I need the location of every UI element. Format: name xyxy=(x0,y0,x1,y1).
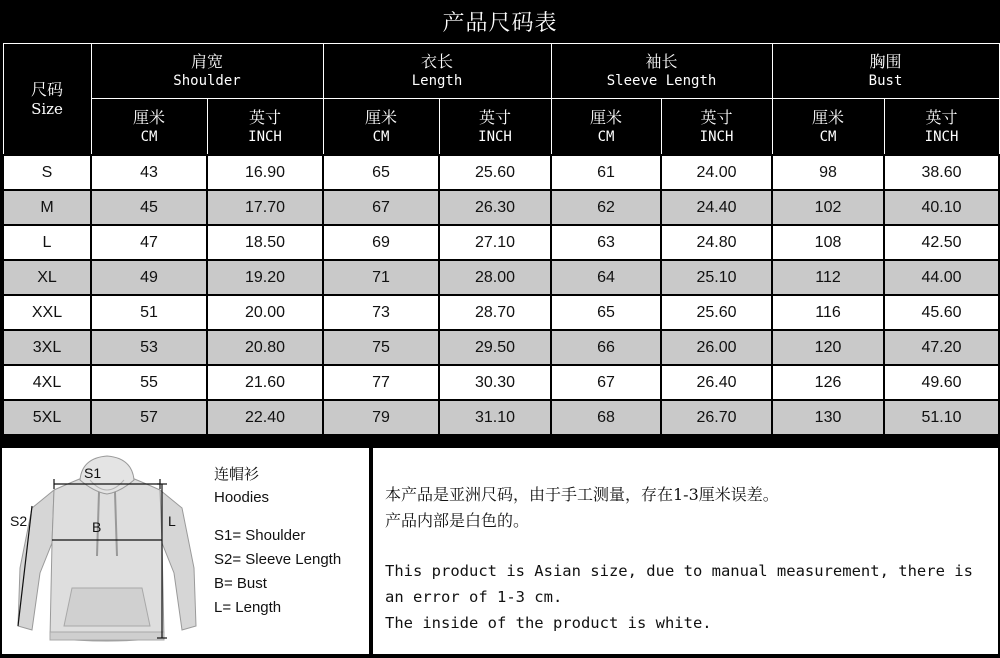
value-cell: 69 xyxy=(323,225,439,260)
measure-header-bust xyxy=(772,44,999,99)
unit-en: CM xyxy=(140,128,158,145)
table-row xyxy=(3,330,999,365)
size-cell: 3XL xyxy=(3,330,91,365)
unit-zh: 厘米 xyxy=(132,107,165,127)
value-cell: 49.60 xyxy=(884,365,999,400)
value-cell: 98 xyxy=(772,155,884,190)
value-cell: 68 xyxy=(551,400,661,435)
size-cell: M xyxy=(3,190,91,225)
value-cell: 61 xyxy=(551,155,661,190)
legend-item: B= Bust xyxy=(214,575,267,592)
value-cell: 44.00 xyxy=(884,260,999,295)
unit-zh: 厘米 xyxy=(364,107,397,127)
measure-en: Bust xyxy=(868,73,903,89)
note-en xyxy=(385,558,990,636)
label-s2: S2 xyxy=(10,513,28,529)
value-cell: 25.60 xyxy=(661,295,772,330)
table-row xyxy=(3,155,999,190)
value-cell: 24.00 xyxy=(661,155,772,190)
unit-en: INCH xyxy=(699,128,734,145)
value-cell: 25.60 xyxy=(439,155,551,190)
legend-title-en: Hoodies xyxy=(214,489,270,506)
measure-header-shoulder xyxy=(91,44,323,99)
hoodie-measurement-diagram xyxy=(2,448,212,654)
value-cell: 42.50 xyxy=(884,225,999,260)
value-cell: 63 xyxy=(551,225,661,260)
value-cell: 67 xyxy=(323,190,439,225)
table-row xyxy=(3,400,999,435)
unit-zh: 英寸 xyxy=(700,107,733,127)
measure-zh: 肩宽 xyxy=(190,52,223,71)
unit-zh: 厘米 xyxy=(590,107,623,127)
value-cell: 62 xyxy=(551,190,661,225)
value-cell: 28.70 xyxy=(439,295,551,330)
value-cell: 55 xyxy=(91,365,207,400)
table-row xyxy=(3,295,999,330)
value-cell: 27.10 xyxy=(439,225,551,260)
value-cell: 16.90 xyxy=(207,155,323,190)
value-cell: 130 xyxy=(772,400,884,435)
value-cell: 47 xyxy=(91,225,207,260)
value-cell: 19.20 xyxy=(207,260,323,295)
value-cell: 67 xyxy=(551,365,661,400)
value-cell: 40.10 xyxy=(884,190,999,225)
value-cell: 51 xyxy=(91,295,207,330)
unit-header-cell xyxy=(439,99,551,156)
unit-en: INCH xyxy=(924,128,959,145)
value-cell: 73 xyxy=(323,295,439,330)
unit-en: CM xyxy=(819,128,837,145)
size-table xyxy=(2,43,1000,436)
value-cell: 29.50 xyxy=(439,330,551,365)
size-cell: XL xyxy=(3,260,91,295)
value-cell: 102 xyxy=(772,190,884,225)
note-zh-line: 产品内部是白色的。 xyxy=(385,511,530,530)
value-cell: 79 xyxy=(323,400,439,435)
measure-header-sleeve-length xyxy=(551,44,772,99)
value-cell: 26.00 xyxy=(661,330,772,365)
measure-en: Sleeve Length xyxy=(606,73,717,89)
value-cell: 20.00 xyxy=(207,295,323,330)
measure-en: Length xyxy=(411,73,463,89)
value-cell: 71 xyxy=(323,260,439,295)
legend-item: L= Length xyxy=(214,599,282,616)
size-cell: 5XL xyxy=(3,400,91,435)
size-cell: L xyxy=(3,225,91,260)
unit-header-cell xyxy=(551,99,661,156)
size-cell: S xyxy=(3,155,91,190)
value-cell: 45.60 xyxy=(884,295,999,330)
value-cell: 47.20 xyxy=(884,330,999,365)
bottom-section xyxy=(2,448,998,654)
value-cell: 24.40 xyxy=(661,190,772,225)
note-en-line: The inside of the product is white. xyxy=(385,614,712,632)
size-cell: XXL xyxy=(3,295,91,330)
table-row xyxy=(3,190,999,225)
measure-zh: 胸围 xyxy=(869,52,902,71)
table-row xyxy=(3,260,999,295)
unit-zh: 英寸 xyxy=(925,107,958,127)
value-cell: 20.80 xyxy=(207,330,323,365)
unit-zh: 英寸 xyxy=(479,107,512,127)
unit-header-cell xyxy=(207,99,323,156)
value-cell: 77 xyxy=(323,365,439,400)
unit-header-cell xyxy=(323,99,439,156)
value-cell: 17.70 xyxy=(207,190,323,225)
product-note-panel xyxy=(373,448,998,654)
note-zh xyxy=(385,482,779,534)
measurement-legend xyxy=(214,462,341,620)
header-row-units xyxy=(3,99,999,156)
note-en-line: This product is Asian size, due to manual measurement, there is an error of 1-3 cm. xyxy=(385,562,973,606)
value-cell: 31.10 xyxy=(439,400,551,435)
value-cell: 30.30 xyxy=(439,365,551,400)
unit-en: CM xyxy=(372,128,390,145)
table-row xyxy=(3,365,999,400)
page-title: 产品尺码表 xyxy=(442,11,558,36)
value-cell: 24.80 xyxy=(661,225,772,260)
value-cell: 53 xyxy=(91,330,207,365)
label-b: B xyxy=(92,519,102,535)
value-cell: 18.50 xyxy=(207,225,323,260)
size-cell: 4XL xyxy=(3,365,91,400)
value-cell: 116 xyxy=(772,295,884,330)
value-cell: 45 xyxy=(91,190,207,225)
unit-en: INCH xyxy=(478,128,512,145)
legend-item: S1= Shoulder xyxy=(214,527,306,544)
value-cell: 26.70 xyxy=(661,400,772,435)
label-l: L xyxy=(168,513,176,529)
unit-zh: 英寸 xyxy=(248,107,281,127)
label-s1: S1 xyxy=(84,465,102,481)
note-zh-line: 本产品是亚洲尺码，由于手工测量，存在1-3厘米误差。 xyxy=(385,485,779,504)
value-cell: 49 xyxy=(91,260,207,295)
table-row xyxy=(3,225,999,260)
value-cell: 21.60 xyxy=(207,365,323,400)
value-cell: 25.10 xyxy=(661,260,772,295)
header-row-measures xyxy=(3,44,999,99)
hoodie-figure-panel xyxy=(2,448,369,654)
legend-title-zh: 连帽衫 xyxy=(214,465,260,483)
value-cell: 108 xyxy=(772,225,884,260)
value-cell: 120 xyxy=(772,330,884,365)
size-header-zh: 尺码 xyxy=(30,80,63,99)
unit-en: CM xyxy=(597,128,615,145)
value-cell: 75 xyxy=(323,330,439,365)
value-cell: 65 xyxy=(323,155,439,190)
value-cell: 51.10 xyxy=(884,400,999,435)
value-cell: 57 xyxy=(91,400,207,435)
measure-zh: 衣长 xyxy=(421,52,454,71)
size-header-cell xyxy=(3,44,91,156)
unit-header-cell xyxy=(772,99,884,156)
value-cell: 26.40 xyxy=(661,365,772,400)
value-cell: 126 xyxy=(772,365,884,400)
unit-en: INCH xyxy=(248,128,282,145)
value-cell: 38.60 xyxy=(884,155,999,190)
size-header-en: Size xyxy=(31,100,63,118)
value-cell: 66 xyxy=(551,330,661,365)
unit-zh: 厘米 xyxy=(812,107,845,127)
value-cell: 43 xyxy=(91,155,207,190)
value-cell: 26.30 xyxy=(439,190,551,225)
measure-en: Shoulder xyxy=(173,73,241,89)
unit-header-cell xyxy=(91,99,207,156)
unit-header-cell xyxy=(661,99,772,156)
value-cell: 64 xyxy=(551,260,661,295)
unit-header-cell xyxy=(884,99,999,156)
legend-item: S2= Sleeve Length xyxy=(214,551,342,568)
value-cell: 65 xyxy=(551,295,661,330)
value-cell: 112 xyxy=(772,260,884,295)
value-cell: 22.40 xyxy=(207,400,323,435)
measure-header-length xyxy=(323,44,551,99)
value-cell: 28.00 xyxy=(439,260,551,295)
size-table-body xyxy=(3,155,999,435)
measure-zh: 袖长 xyxy=(645,52,678,71)
